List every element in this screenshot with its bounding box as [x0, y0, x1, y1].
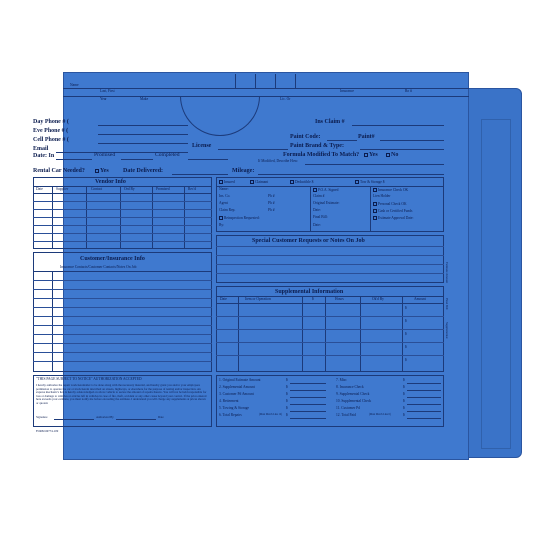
customer-row-line[interactable] — [33, 307, 212, 308]
customer-row-line[interactable] — [33, 289, 212, 290]
total-line-8: 8. Insurance Check — [336, 385, 364, 389]
insurance-check-ok-option[interactable]: Insurance Check OK — [373, 188, 408, 192]
supp-col-hours: Hours — [335, 297, 344, 301]
paint-brand-label: Paint Brand & Type: — [290, 143, 344, 149]
total-amount-line[interactable] — [407, 411, 441, 412]
checkbox-icon — [95, 169, 99, 173]
header-make-label: Make — [140, 97, 149, 101]
claimant-option[interactable]: Claimant — [250, 180, 268, 184]
total-line-6: 6. Total Repairs — [219, 413, 242, 417]
total-line-4: 4. Betterment — [219, 399, 239, 403]
left-dollar: $ — [286, 378, 288, 382]
claim-name-label: Name: — [219, 187, 229, 191]
customer-ins-subtitle: Insurance Contacts/Customer Contacts/Notes On Job — [60, 265, 137, 269]
day-phone-line[interactable] — [98, 125, 188, 126]
mileage-line[interactable] — [258, 174, 444, 175]
header-insurance-label: Insurance — [340, 89, 354, 93]
customer-row-line[interactable] — [33, 316, 212, 317]
vendor-col-promised: Promised — [156, 187, 170, 191]
customer-row-line[interactable] — [33, 343, 212, 344]
vendor-col-date: Date — [36, 187, 43, 191]
special-row-line[interactable] — [216, 246, 444, 247]
vendor-row-line[interactable] — [33, 241, 212, 242]
total-amount-line[interactable] — [290, 411, 326, 412]
vendor-rule — [33, 193, 212, 194]
tab-divider — [275, 74, 276, 88]
checkbox-icon — [373, 188, 377, 192]
right-dollar: $ — [403, 378, 405, 382]
left-dollar: $ — [286, 392, 288, 396]
claim-insco-label: Ins. Co. — [219, 194, 231, 198]
total-line-12: 12. Total Paid — [336, 413, 356, 417]
special-row-line[interactable] — [216, 273, 444, 274]
paint-code-line[interactable] — [327, 140, 357, 141]
total-amount-line[interactable] — [290, 418, 326, 419]
customer-row-line[interactable] — [33, 298, 212, 299]
ins-claim-label: Ins Claim # — [315, 119, 345, 125]
total-line-5: 5. Towing & Storage — [219, 406, 250, 410]
insured-option[interactable]: Insured — [219, 180, 235, 184]
claim-agent-label: Agent — [219, 201, 228, 205]
paint-label: Paint# — [358, 134, 375, 140]
date-in-label: Date: In — [33, 153, 55, 159]
vendor-row-line[interactable] — [33, 201, 212, 202]
claim-number-label: Claim # — [313, 194, 325, 198]
vendor-row-line[interactable] — [33, 217, 212, 218]
right-dollar: $ — [403, 385, 405, 389]
special-row-line[interactable] — [216, 264, 444, 265]
checkbox-icon — [250, 180, 254, 184]
tab-divider — [255, 74, 256, 88]
vendor-title: Vendor Info — [95, 179, 126, 185]
supp-row-line[interactable] — [216, 355, 444, 356]
if-modified-label: If Modified, Describe How: — [258, 159, 299, 163]
supp-col-divider — [302, 296, 303, 372]
poa-signed-option[interactable]: P.O.A. Signed — [313, 188, 338, 192]
cell-phone-line[interactable] — [98, 143, 188, 144]
total-amount-line[interactable] — [290, 404, 326, 405]
tow-storage-option[interactable]: Tow & Storage $ — [355, 180, 385, 184]
date-in-line[interactable] — [56, 159, 92, 160]
signature-label: Signature — [36, 415, 48, 419]
customer-ins-divider — [52, 271, 53, 372]
authorized-line[interactable] — [116, 419, 156, 420]
header-lic-label: Lic. Or — [280, 97, 291, 101]
supplemental-title: Supplemental Information — [275, 289, 344, 295]
formula-no-option[interactable]: No — [386, 152, 398, 158]
supp-amount-dollar: $ — [405, 332, 407, 336]
promised-label: Promised — [94, 152, 116, 158]
vendor-col-recd: Rec'd — [188, 187, 197, 191]
authorized-label: Authorized By — [96, 415, 114, 419]
supp-col-amount: Amount — [414, 297, 426, 301]
supp-row-line[interactable] — [216, 342, 444, 343]
paint-line[interactable] — [380, 140, 444, 141]
header-ro-label: Ro # — [405, 89, 412, 93]
special-requests-title: Special Customer Requests or Notes On Job — [252, 238, 365, 244]
vendor-row-line[interactable] — [33, 233, 212, 234]
supp-col-okd: Ok'd By — [372, 297, 384, 301]
final-date-label: Date: — [313, 223, 321, 227]
supp-amount-dollar: $ — [405, 306, 407, 310]
header-name-label: Name — [70, 83, 79, 87]
vendor-row-line[interactable] — [33, 209, 212, 210]
supp-col-date: Date — [220, 297, 227, 301]
signature-line[interactable] — [54, 419, 94, 420]
paint-brand-line[interactable] — [360, 149, 444, 150]
supp-amount-dollar: $ — [405, 358, 407, 362]
checkbox-icon — [373, 216, 377, 220]
estimate-approval-option[interactable]: Estimate Approval Date: — [373, 216, 414, 220]
form-number: FORM #9774-109 — [36, 429, 59, 433]
supp-amount-dollar: $ — [405, 319, 407, 323]
claim-rep-label: Claim Rep. — [219, 208, 236, 212]
total-line-11: 11. Customer Pd — [336, 406, 360, 410]
edge-label-supplemental: Supplemental — [445, 322, 449, 339]
total-amount-line[interactable] — [290, 383, 326, 384]
total-line-6-note: (Must Match Line 12) — [259, 413, 282, 416]
header-lastfirst-label: Last, First — [100, 89, 115, 93]
original-estimate-label: Original Estimate: — [313, 201, 340, 205]
checkbox-icon — [355, 180, 359, 184]
tab-divider — [295, 74, 296, 88]
header-rule — [63, 96, 469, 97]
total-line-12-note: (Must Match Line 6) — [369, 413, 391, 416]
reinspection-option[interactable]: Reinspection Requested: — [219, 216, 260, 220]
checkbox-icon — [219, 216, 223, 220]
right-dollar: $ — [403, 399, 405, 403]
left-dollar: $ — [286, 385, 288, 389]
total-amount-line[interactable] — [407, 383, 441, 384]
rep-ph-label: Ph # — [268, 208, 275, 212]
customer-insurance-box — [33, 252, 212, 372]
supp-col-divider — [325, 296, 326, 372]
deductible-option[interactable]: Deductible $ — [290, 180, 313, 184]
checkbox-icon — [219, 180, 223, 184]
claim-divider — [370, 186, 371, 232]
checkbox-icon — [364, 153, 368, 157]
formula-yes-option[interactable]: Yes — [364, 152, 378, 158]
left-dollar: $ — [286, 399, 288, 403]
back-pocket — [481, 119, 511, 449]
eve-phone-line[interactable] — [98, 134, 188, 135]
checkbox-icon — [373, 209, 377, 213]
left-dollar: $ — [286, 413, 288, 417]
supp-col-item: Item or Operation — [245, 297, 271, 301]
edge-label-estimate: Estimate Amount — [445, 262, 449, 283]
right-dollar: $ — [403, 392, 405, 396]
customer-ins-title: Customer/Insurance Info — [80, 256, 145, 262]
customer-row-line[interactable] — [33, 280, 212, 281]
total-amount-line[interactable] — [407, 418, 441, 419]
lien-holder-label: Lien Holder — [373, 194, 391, 198]
total-line-1: 1. Original Estimate Amount — [219, 378, 261, 382]
total-amount-line[interactable] — [407, 404, 441, 405]
checkbox-icon — [386, 153, 390, 157]
final-bill-label: Final Bill: — [313, 215, 328, 219]
rental-label: Rental Car Needed? — [33, 168, 85, 174]
checkbox-icon — [290, 180, 294, 184]
total-line-7: 7. Misc — [336, 378, 347, 382]
vendor-col-contact: Contact — [91, 187, 103, 191]
total-amount-line[interactable] — [407, 397, 441, 398]
vendor-col-supplier: Supplier — [56, 187, 69, 191]
license-line[interactable] — [218, 149, 288, 150]
checkbox-icon — [373, 202, 377, 206]
authorization-body: I hereby authorize the repair work hereinafter to be done along with the necessary material, and hereby grant you and/or your employees permission to operate the car or truck herein described on streets, highways, or elsewhere for the purpose of testing and/or inspection. An express mechanic's lien is hereby acknowledged on above vehicle to secure the amount of repairs thereto. You will not be held responsible for loss or damage to vehicles or articles left in vehicles in case of fire, theft, accident or any other cause beyond your control. If the price entered here exceeds your estimate, you must notify me before exceeding the estimate. I understand you will charge any supplements at prices shown or quoted. — [36, 384, 207, 405]
total-line-10: 10. Supplemental Check — [336, 399, 372, 403]
customer-ins-rule — [33, 271, 212, 272]
email-label: Email — [33, 146, 49, 152]
right-dollar: $ — [403, 413, 405, 417]
customer-row-line[interactable] — [33, 352, 212, 353]
left-dollar: $ — [286, 406, 288, 410]
rental-yes-option[interactable]: Yes — [95, 168, 109, 174]
back-folder-panel — [466, 88, 522, 458]
cash-certified-option[interactable]: Cash or Certified Funds — [373, 209, 412, 213]
agent-ph-label: Ph # — [268, 201, 275, 205]
supp-row-line[interactable] — [216, 329, 444, 330]
total-line-9: 9. Supplemental Check — [336, 392, 370, 396]
mileage-label: Mileage: — [232, 168, 255, 174]
supp-amount-dollar: $ — [405, 345, 407, 349]
vendor-row-line[interactable] — [33, 225, 212, 226]
insco-ph-label: Ph # — [268, 194, 275, 198]
date-delivered-line[interactable] — [172, 174, 228, 175]
total-amount-line[interactable] — [407, 390, 441, 391]
checkbox-icon — [313, 188, 317, 192]
supp-col-divider — [238, 296, 239, 372]
right-dollar: $ — [403, 406, 405, 410]
supp-col-divider — [360, 296, 361, 372]
customer-row-line[interactable] — [33, 334, 212, 335]
paint-code-label: Paint Code: — [290, 134, 321, 140]
license-label: License — [192, 143, 212, 149]
special-row-line[interactable] — [216, 255, 444, 256]
header-year-label: Year — [100, 97, 107, 101]
claim-divider — [310, 186, 311, 232]
vendor-col-ordby: Ord By — [124, 187, 135, 191]
completed-label: Completed — [155, 152, 180, 158]
if-modified-line[interactable] — [305, 164, 444, 165]
total-line-3: 3. Customer Pd Amount — [219, 392, 254, 396]
total-amount-line[interactable] — [290, 397, 326, 398]
day-phone-label: Day Phone # ( — [33, 119, 69, 125]
completed-line[interactable] — [188, 159, 228, 160]
total-amount-line[interactable] — [290, 390, 326, 391]
supp-col-divider — [402, 296, 403, 372]
cell-phone-label: Cell Phone # ( — [33, 137, 69, 143]
formula-label: Formula Modified To Match? — [283, 152, 360, 158]
supp-col-dollar: $ — [312, 297, 314, 301]
auth-date-label: Date — [158, 415, 164, 419]
claim-by-label: By: — [219, 223, 225, 227]
authorization-lead: "THIS PAGE SUBJECT TO NOTICE" AUTHORIZATION ACCEPTED — [36, 377, 142, 381]
supplemental-rule — [216, 303, 444, 304]
eve-phone-label: Eve Phone # ( — [33, 128, 69, 134]
promised-line[interactable] — [121, 159, 153, 160]
orig-date-label: Date: — [313, 208, 321, 212]
edge-label-final: Final Bill — [445, 298, 449, 310]
customer-row-line[interactable] — [33, 325, 212, 326]
total-line-2: 2. Supplemental Amount — [219, 385, 255, 389]
personal-check-ok-option[interactable]: Personal Check OK — [373, 202, 407, 206]
customer-row-line[interactable] — [33, 361, 212, 362]
tab-divider — [235, 74, 236, 88]
date-delivered-label: Date Delivered: — [123, 168, 164, 174]
supp-row-line[interactable] — [216, 316, 444, 317]
ins-claim-line[interactable] — [352, 125, 444, 126]
